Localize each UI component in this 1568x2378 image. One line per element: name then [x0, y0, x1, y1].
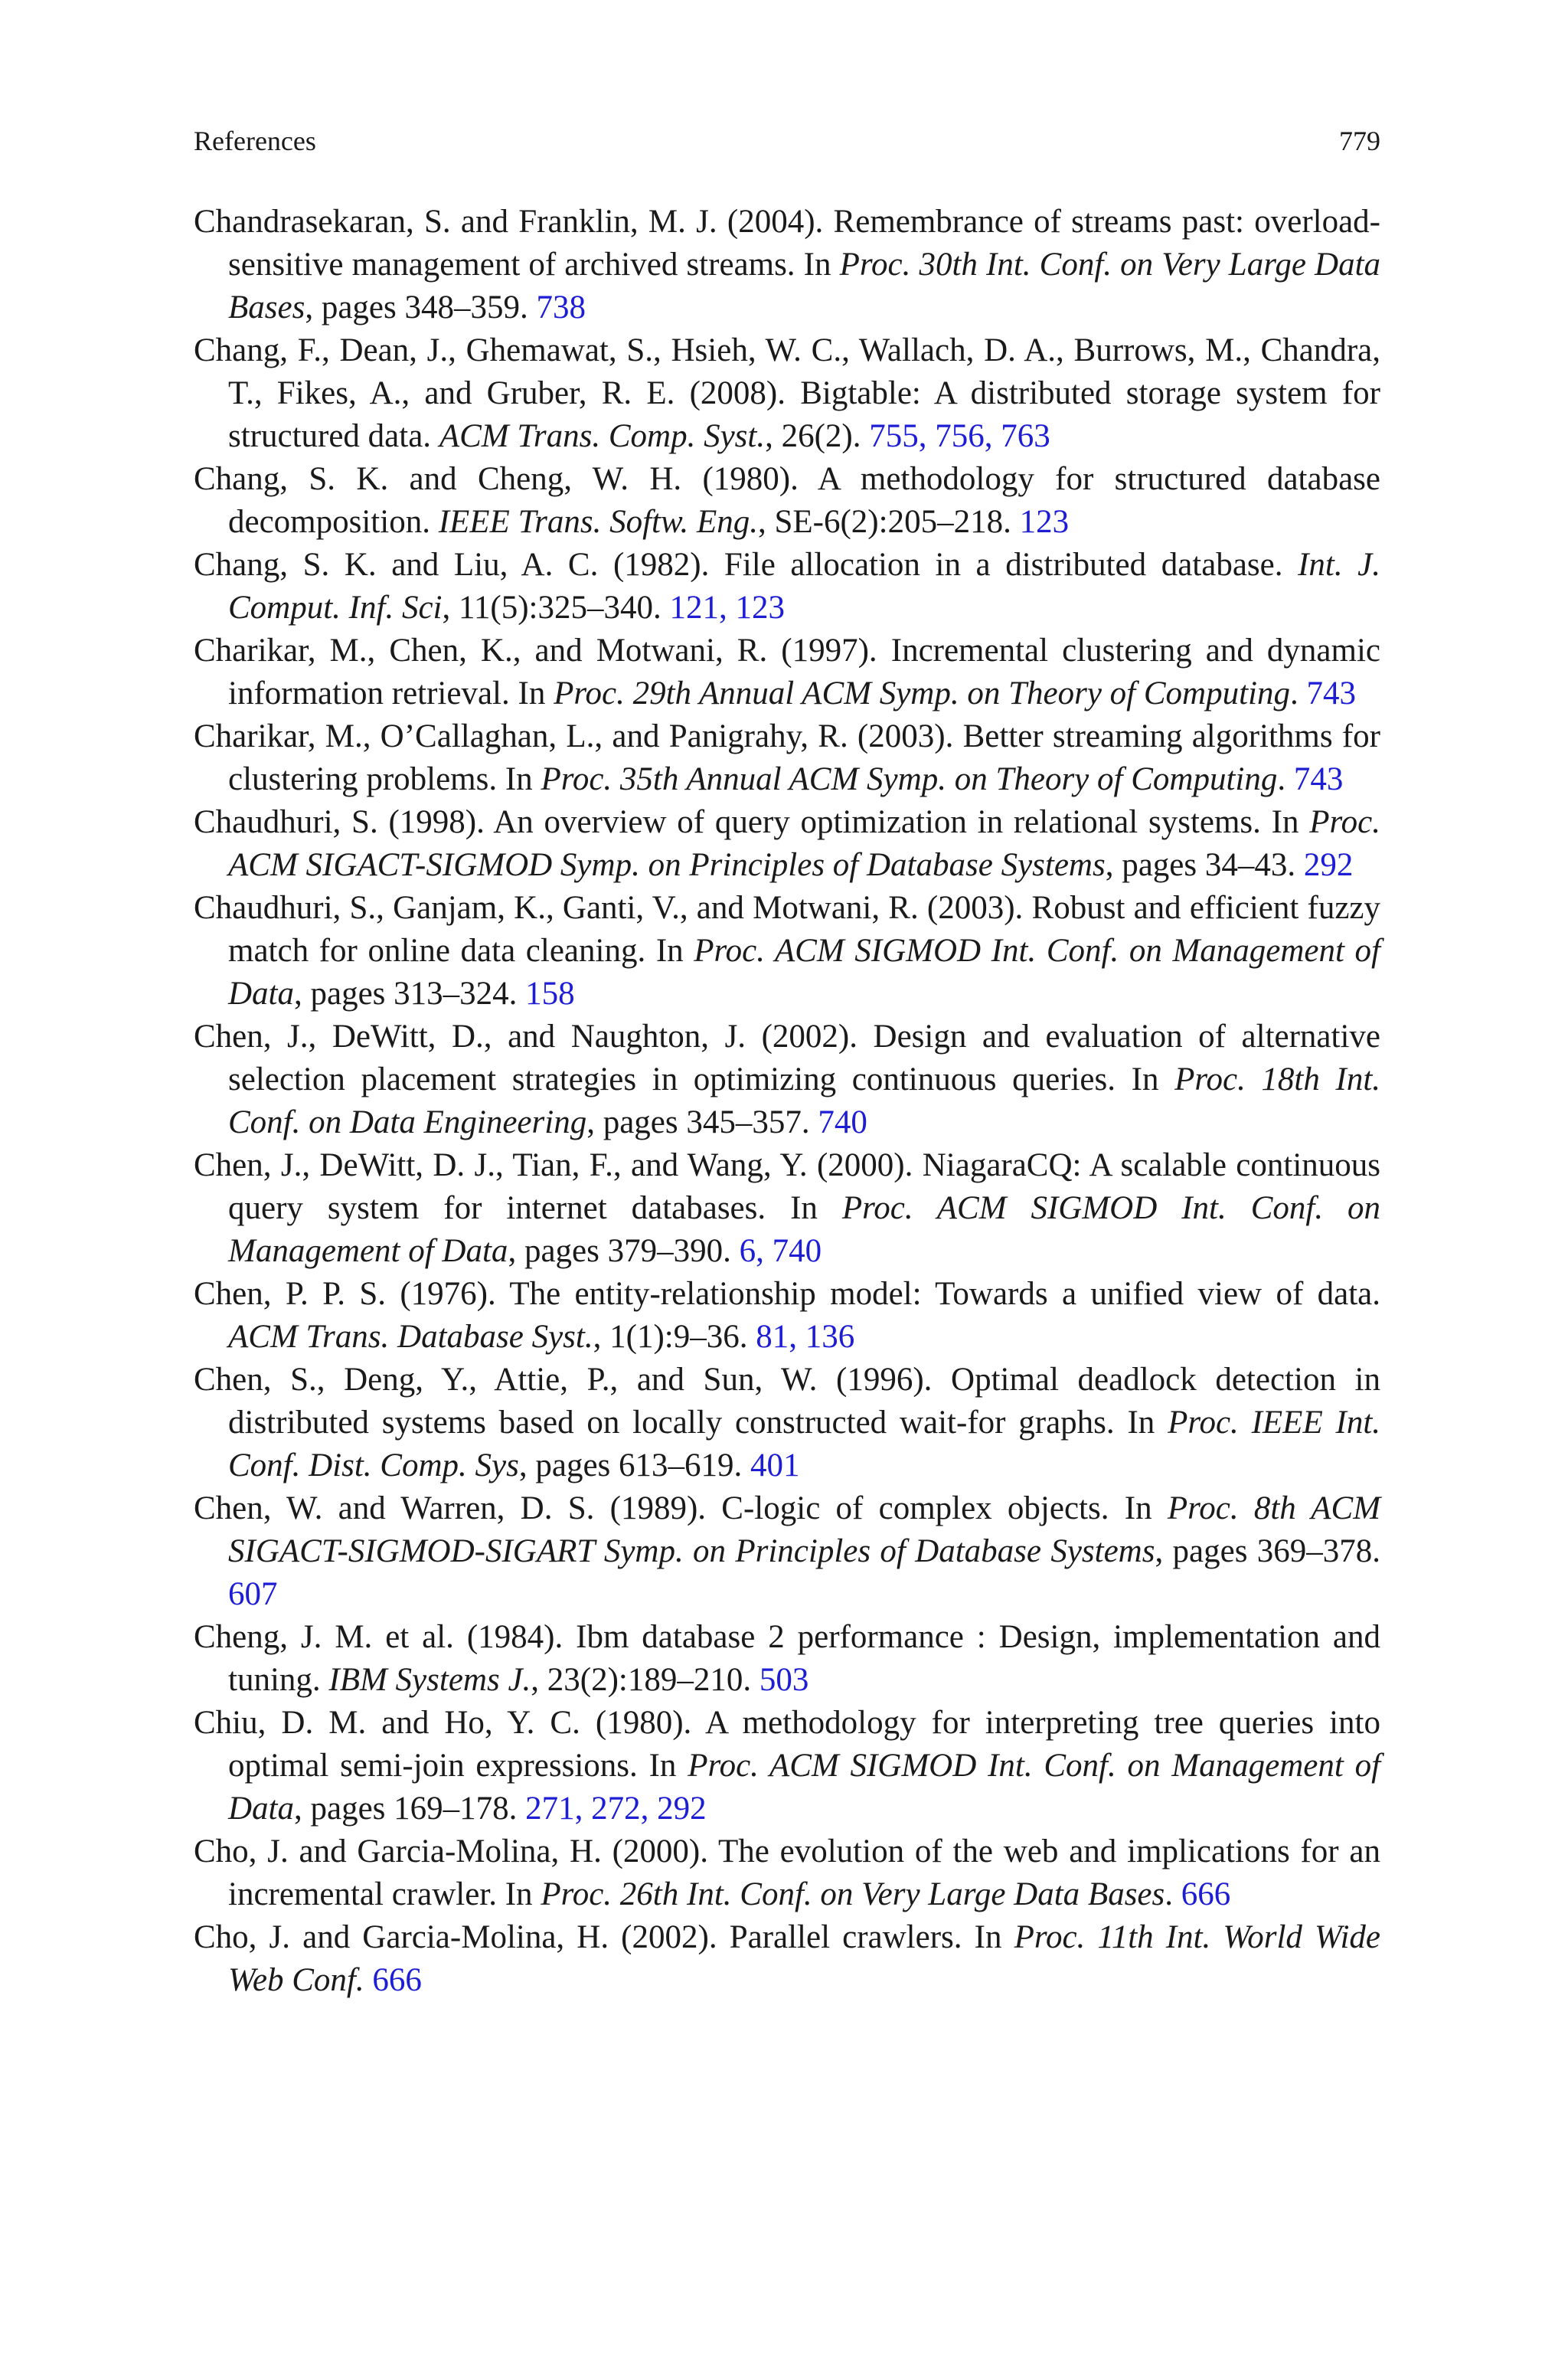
reference-entry: [194, 801, 1380, 887]
backref-link[interactable]: 123: [1019, 504, 1070, 540]
backref-link[interactable]: 666: [1181, 1876, 1231, 1912]
reference-details: , pages 313–324.: [294, 976, 518, 1012]
reference-title: Robust and efficient fuzzy match for online data cleaning.: [228, 890, 1380, 969]
reference-authors-year: Chen, S., Deng, Y., Attie, P., and Sun, W. (1996).: [194, 1362, 933, 1398]
reference-title: Optimal deadlock detection in distributed systems based on locally constructed wait-for graphs.: [228, 1362, 1380, 1441]
reference-title: File allocation in a distributed database.: [724, 547, 1283, 583]
reference-venue-prefix: In: [974, 1919, 1002, 1955]
reference-venue: Proc. 35th Annual ACM Symp. on Theory of Computing: [541, 761, 1278, 797]
reference-details: .: [1165, 1876, 1174, 1912]
reference-authors-year: Chang, S. K. and Liu, A. C. (1982).: [194, 547, 710, 583]
reference-venue-prefix: In: [1127, 1405, 1155, 1441]
reference-venue-prefix: In: [803, 247, 831, 283]
reference-title: Bigtable: A distributed storage system for structured data.: [228, 375, 1380, 454]
reference-entry: [194, 630, 1380, 715]
reference-authors-year: Chaudhuri, S., Ganjam, K., Ganti, V., and Motwani, R. (2003).: [194, 890, 1024, 926]
reference-venue: Proc. IEEE Int. Conf. Dist. Comp. Sys: [228, 1405, 1381, 1483]
reference-authors-year: Chang, S. K. and Cheng, W. H. (1980).: [194, 461, 799, 497]
reference-venue: Proc. 11th Int. World Wide Web Conf.: [228, 1919, 1381, 1998]
backref-link[interactable]: 6, 740: [739, 1233, 822, 1269]
reference-entry: [194, 1616, 1380, 1702]
reference-authors-year: Charikar, M., O’Callaghan, L., and Panigrahy, R. (2003).: [194, 718, 954, 754]
reference-venue-prefix: In: [518, 675, 546, 711]
backref-link[interactable]: 503: [759, 1662, 809, 1698]
backref-link[interactable]: 743: [1306, 675, 1356, 711]
reference-venue-prefix: In: [790, 1190, 818, 1226]
reference-authors-year: Chen, J., DeWitt, D., and Naughton, J. (2002).: [194, 1019, 858, 1055]
reference-venue-prefix: In: [648, 1748, 677, 1784]
reference-venue-prefix: In: [1271, 804, 1299, 840]
backref-link[interactable]: 740: [818, 1104, 867, 1140]
reference-details: .: [1289, 675, 1298, 711]
reference-venue: Proc. 30th Int. Conf. on Very Large Data Bases: [228, 247, 1381, 325]
reference-venue: Int. J. Comput. Inf. Sci: [228, 547, 1380, 626]
reference-entry: [194, 1916, 1380, 2002]
reference-details: , pages 345–357.: [586, 1104, 810, 1140]
backref-link[interactable]: 743: [1293, 761, 1344, 797]
reference-authors-year: Chaudhuri, S. (1998).: [194, 804, 485, 840]
reference-details: , pages 379–390.: [508, 1233, 731, 1269]
backref-link[interactable]: 666: [372, 1962, 422, 1998]
reference-venue: Proc. 18th Int. Conf. on Data Engineering: [228, 1061, 1381, 1140]
reference-title: A methodology for structured database decomposition.: [228, 461, 1380, 540]
reference-venue-prefix: In: [505, 761, 533, 797]
reference-authors-year: Chandrasekaran, S. and Franklin, M. J. (2004).: [194, 204, 824, 240]
reference-entry: [194, 715, 1380, 801]
reference-title: C-logic of complex objects.: [721, 1490, 1109, 1526]
reference-authors-year: Chen, P. P. S. (1976).: [194, 1276, 496, 1312]
running-head: [194, 124, 1380, 158]
backref-link[interactable]: 607: [228, 1576, 278, 1612]
reference-title: Remembrance of streams past: overload-sensitive management of archived streams.: [228, 204, 1380, 283]
reference-authors-year: Charikar, M., Chen, K., and Motwani, R. (1997).: [194, 633, 877, 669]
reference-venue: Proc. ACM SIGMOD Int. Conf. on Management of Data: [228, 1190, 1381, 1269]
reference-title: Design and evaluation of alternative selection placement strategies in optimizing continuous queries.: [228, 1019, 1380, 1097]
reference-venue: ACM Trans. Comp. Syst.: [439, 418, 766, 454]
reference-entry: [194, 1830, 1380, 1916]
reference-details: , pages 348–359.: [305, 289, 528, 325]
reference-venue: Proc. ACM SIGACT-SIGMOD Symp. on Principles of Database Systems: [228, 804, 1381, 883]
reference-entry: [194, 1702, 1380, 1830]
reference-details: , 11(5):325–340.: [442, 590, 662, 626]
reference-entry: [194, 1487, 1380, 1616]
reference-authors-year: Cheng, J. M. et al. (1984).: [194, 1619, 564, 1655]
page-number: 779: [1339, 126, 1380, 156]
reference-venue-prefix: In: [1131, 1061, 1159, 1097]
reference-title: Parallel crawlers.: [729, 1919, 962, 1955]
reference-venue: IEEE Trans. Softw. Eng.: [438, 504, 758, 540]
reference-details: , 1(1):9–36.: [593, 1319, 748, 1355]
reference-title: Better streaming algorithms for clustering problems.: [228, 718, 1380, 797]
backref-link[interactable]: 271, 272, 292: [525, 1791, 707, 1827]
reference-entry: [194, 1144, 1380, 1273]
reference-venue-prefix: In: [655, 933, 684, 969]
reference-entry: [194, 887, 1380, 1016]
reference-entry: [194, 201, 1380, 329]
reference-title: NiagaraCQ: A scalable continuous query system for internet databases.: [228, 1147, 1381, 1226]
reference-authors-year: Chen, J., DeWitt, D. J., Tian, F., and Wang, Y. (2000).: [194, 1147, 913, 1183]
reference-entry: [194, 458, 1380, 544]
reference-venue-prefix: In: [505, 1876, 533, 1912]
reference-details: , pages 169–178.: [294, 1791, 518, 1827]
reference-venue: Proc. 8th ACM SIGACT-SIGMOD-SIGART Symp. on Principles of Database Systems: [228, 1490, 1381, 1569]
backref-link[interactable]: 81, 136: [756, 1319, 855, 1355]
reference-venue: Proc. ACM SIGMOD Int. Conf. on Management of Data: [228, 933, 1381, 1012]
backref-link[interactable]: 121, 123: [669, 590, 785, 626]
reference-authors-year: Cho, J. and Garcia-Molina, H. (2002).: [194, 1919, 717, 1955]
reference-authors-year: Cho, J. and Garcia-Molina, H. (2000).: [194, 1833, 708, 1869]
reference-title: An overview of query optimization in relational systems.: [493, 804, 1261, 840]
reference-details: , SE-6(2):205–218.: [757, 504, 1011, 540]
reference-venue: Proc. ACM SIGMOD Int. Conf. on Management of Data: [228, 1748, 1381, 1827]
reference-details: , pages 369–378.: [1155, 1533, 1381, 1569]
reference-list: [194, 201, 1380, 2002]
reference-details: , pages 34–43.: [1105, 847, 1296, 883]
section-title: References: [194, 126, 316, 156]
reference-venue: Proc. 29th Annual ACM Symp. on Theory of Computing: [554, 675, 1290, 711]
reference-entry: [194, 1359, 1380, 1487]
reference-venue-prefix: In: [1124, 1490, 1152, 1526]
reference-title: Ibm database 2 performance : Design, implementation and tuning.: [228, 1619, 1380, 1698]
reference-authors-year: Chang, F., Dean, J., Ghemawat, S., Hsieh, W. C., Wallach, D. A., Burrows, M., Chandra, T., Fikes, A., and Gruber, R. E. (2008).: [194, 332, 1380, 411]
reference-authors-year: Chiu, D. M. and Ho, Y. C. (1980).: [194, 1705, 692, 1741]
reference-entry: [194, 329, 1380, 458]
reference-venue: ACM Trans. Database Syst.: [228, 1319, 593, 1355]
backref-link[interactable]: 158: [525, 976, 575, 1012]
reference-details: , 23(2):189–210.: [531, 1662, 752, 1698]
reference-details: , pages 613–619.: [518, 1447, 743, 1483]
reference-details: .: [1277, 761, 1286, 797]
reference-entry: [194, 1273, 1380, 1359]
reference-title: The evolution of the web and implications for an incremental crawler.: [228, 1833, 1380, 1912]
backref-link[interactable]: 755, 756, 763: [869, 418, 1050, 454]
backref-link[interactable]: 738: [536, 289, 586, 325]
reference-entry: [194, 544, 1380, 630]
backref-link[interactable]: 292: [1303, 847, 1354, 883]
reference-title: The entity-relationship model: Towards a unified view of data.: [509, 1276, 1380, 1312]
reference-title: Incremental clustering and dynamic information retrieval.: [228, 633, 1380, 711]
reference-entry: [194, 1016, 1380, 1144]
backref-link[interactable]: 401: [750, 1447, 800, 1483]
reference-venue: Proc. 26th Int. Conf. on Very Large Data Bases: [541, 1876, 1165, 1912]
reference-authors-year: Chen, W. and Warren, D. S. (1989).: [194, 1490, 707, 1526]
reference-title: A methodology for interpreting tree queries into optimal semi-join expressions.: [228, 1705, 1380, 1784]
reference-details: , 26(2).: [765, 418, 861, 454]
reference-venue: IBM Systems J.: [328, 1662, 531, 1698]
